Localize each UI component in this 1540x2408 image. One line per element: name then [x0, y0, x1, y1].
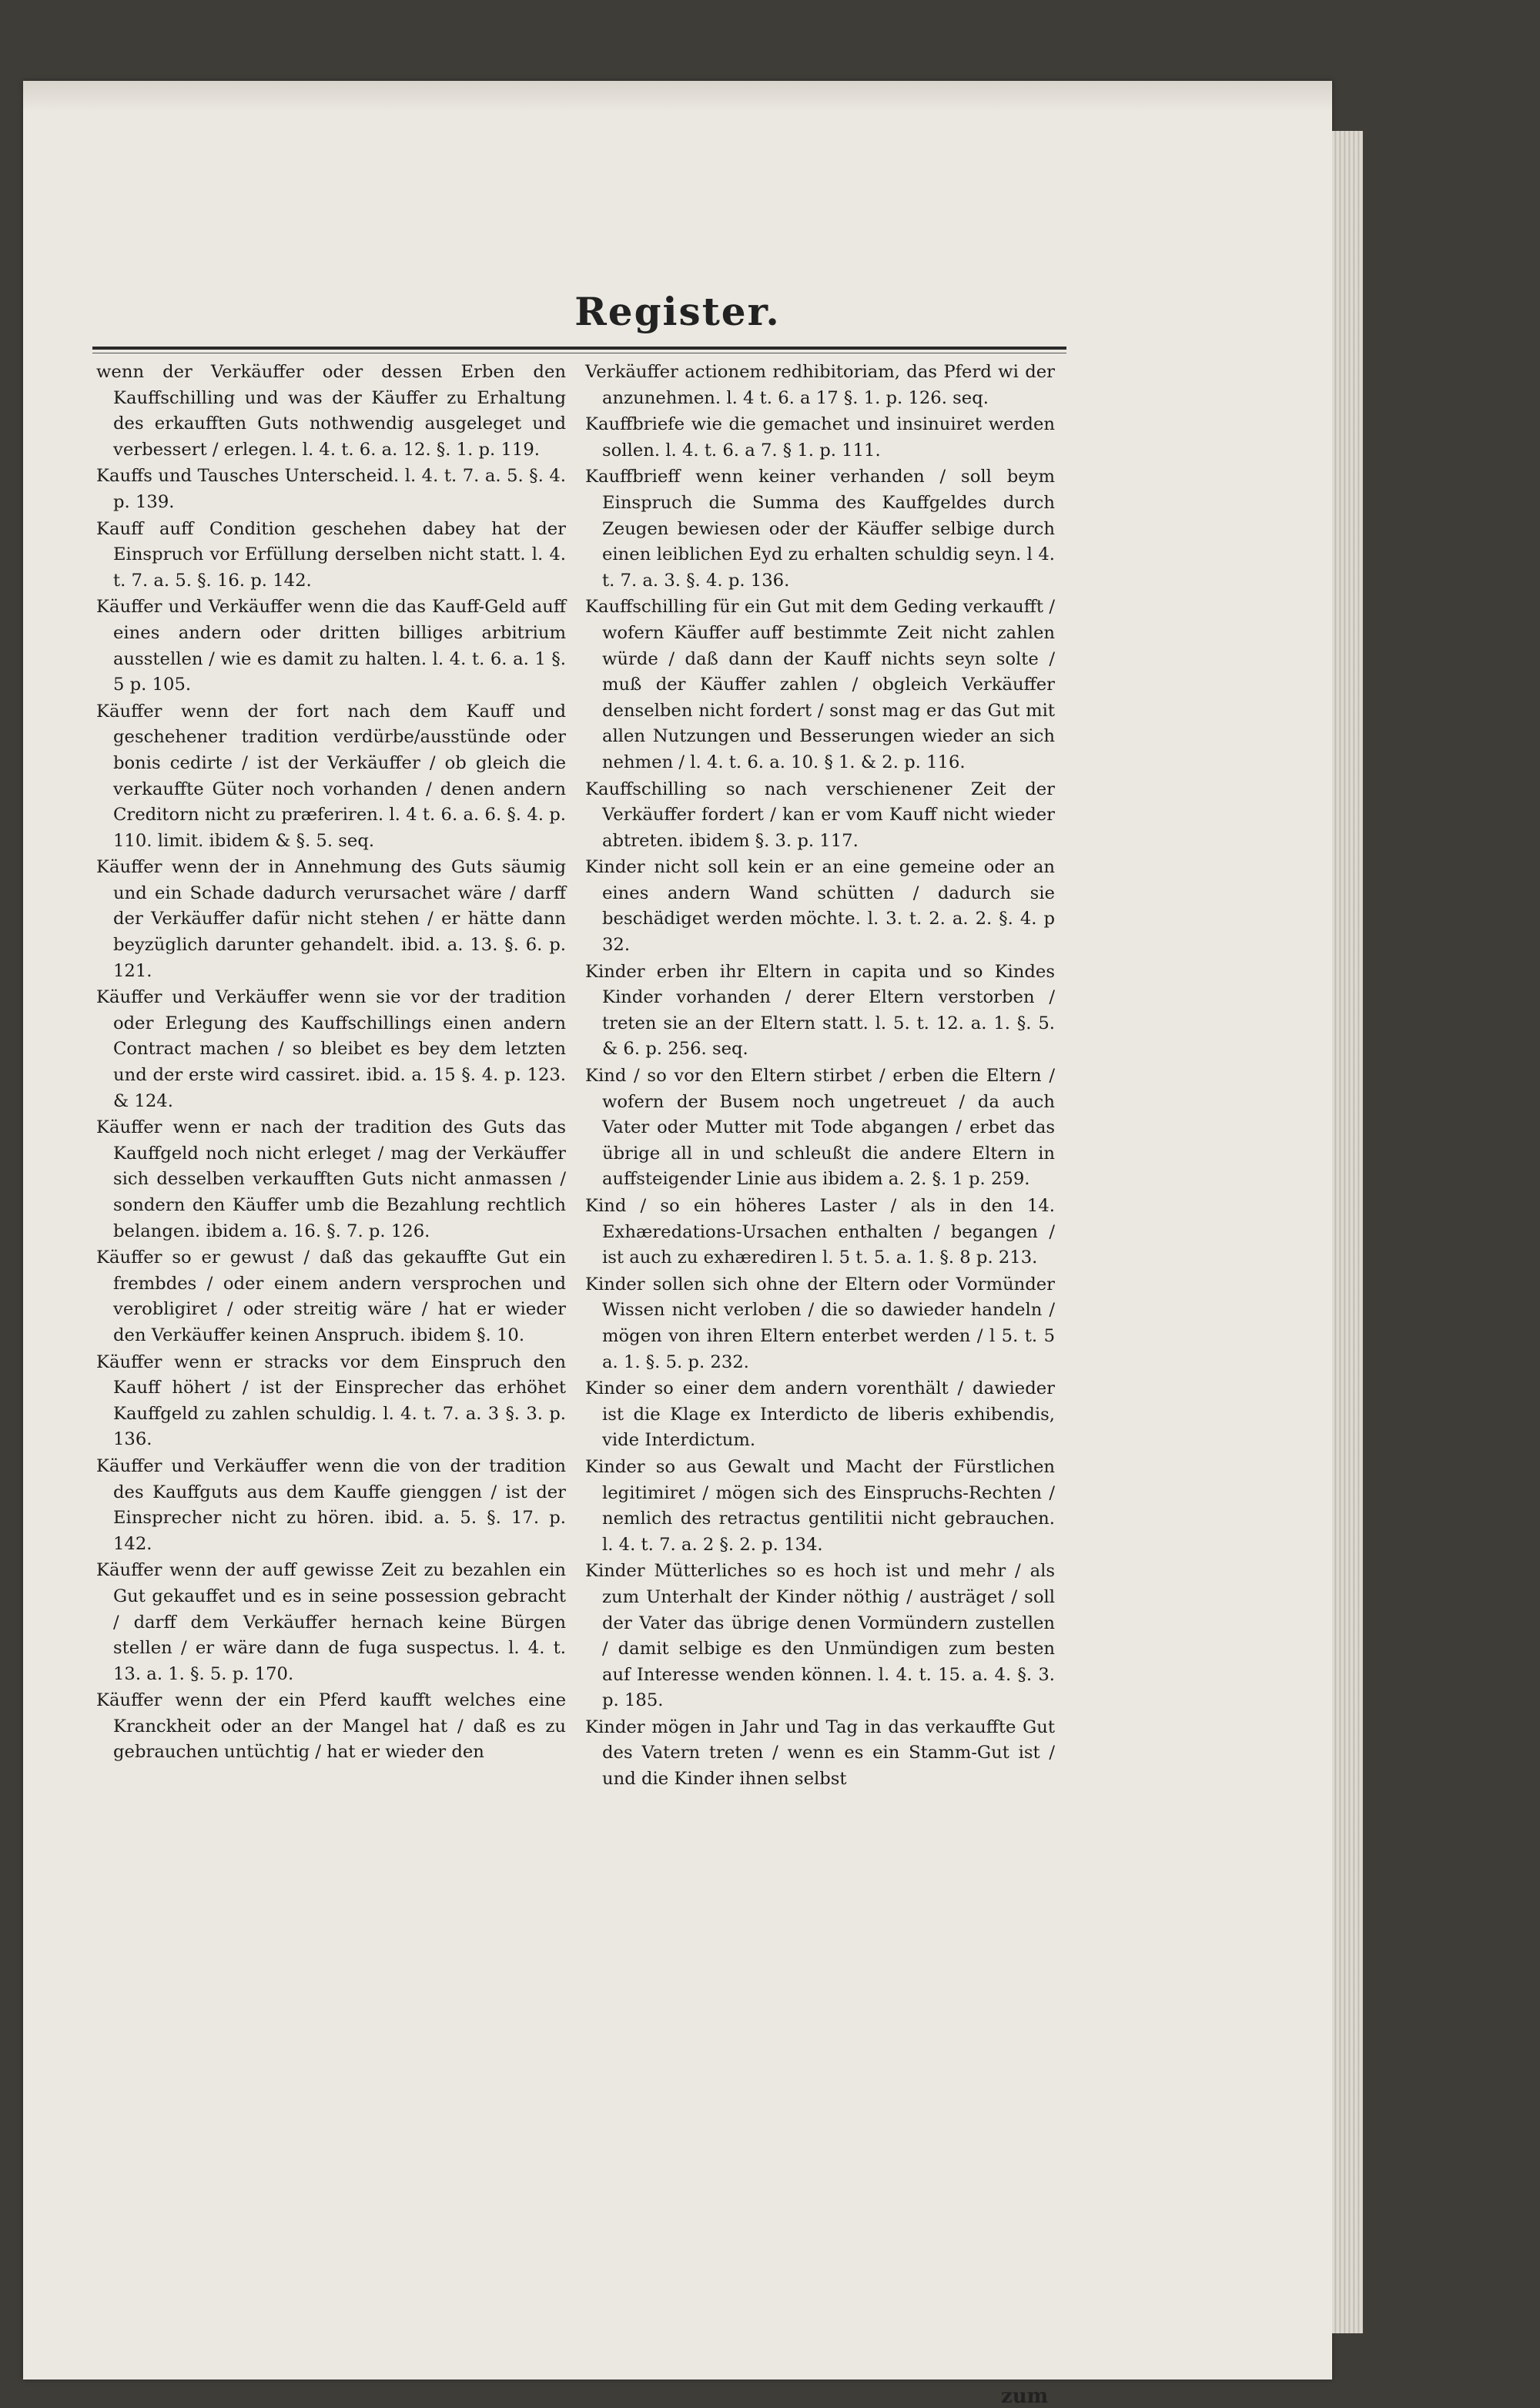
- index-entry: Kauffbrieff wenn keiner verhanden / soll beym Einspruch die Summa des Kauffgeldes durch Zeugen bewiesen oder der Käuffer selbige durch einen leiblichen Eyd zu erhalten schuldig seyn. l 4. t. 7. a. 3. §. 4. p. 136.: [585, 467, 1055, 591]
- index-entry: Kind / so ein höheres Laster / als in den 14. Exhæredations-Ursachen enthalten / begangen / ist auch zu exhærediren l. 5 t. 5. a. 1. §. 8 p. 213.: [585, 1196, 1055, 1268]
- index-entry: Verkäuffer actionem redhibitoriam, das Pferd wi der anzunehmen. l. 4 t. 6. a 17 §. 1. p. 126. seq.: [585, 362, 1055, 408]
- index-entry: Käuffer und Verkäuffer wenn die das Kauff-Geld auff eines andern oder dritten billiges arbitrium ausstellen / wie es damit zu halten. l. 4. t. 6. a. 1 §. 5 p. 105.: [96, 597, 566, 695]
- index-entry: Käuffer so er gewust / daß das gekauffte Gut ein frembdes / oder einem andern versprochen und verobligiret / oder streitig wäre / hat er wieder den Verkäuffer keinen Anspruch. ibidem §. 10.: [96, 1248, 566, 1345]
- page-top-shading: [23, 81, 1332, 112]
- index-entry: wenn der Verkäuffer oder dessen Erben den Kauffschilling und was der Käuffer zu Erhaltung des erkaufften Guts nothwendig ausgeleget und verbessert / erlegen. l. 4. t. 6. a. 12. §. 1. p. 119.: [96, 362, 566, 460]
- catchword: zum: [1001, 2385, 1049, 2408]
- page-edges: [1332, 131, 1363, 2333]
- index-entry: Kind / so vor den Eltern stirbet / erben die Eltern / wofern der Busem noch ungetreuet / da auch Vater oder Mutter mit Tode abgangen / erbet das übrige all in und schleußt die andere Eltern in auffsteigender Linie aus ibidem a. 2. §. 1 p. 259.: [585, 1066, 1055, 1190]
- index-entry: Kinder nicht soll kein er an eine gemeine oder an eines andern Wand schütten / dadurch sie beschädiget werden möchte. l. 3. t. 2. a. 2. §. 4. p 32.: [585, 857, 1055, 956]
- left-column: [96, 360, 566, 1767]
- index-entry: Kinder sollen sich ohne der Eltern oder Vormünder Wissen nicht verloben / die so dawieder handeln / mögen von ihren Eltern enterbet werden / l 5. t. 5 a. 1. §. 5. p. 232.: [585, 1274, 1055, 1372]
- index-entry: Käuffer wenn er nach der tradition des Guts das Kauffgeld noch nicht erleget / mag der Verkäuffer sich desselben verkaufften Guts nicht anmassen / sondern den Käuffer umb die Bezahlung rechtlich belangen. ibidem a. 16. §. 7. p. 126.: [96, 1117, 566, 1241]
- index-entry: Käuffer wenn der ein Pferd kaufft welches eine Kranckheit oder an der Mangel hat / daß es zu gebrauchen untüchtig / hat er wieder den: [96, 1690, 566, 1763]
- index-entry: Kinder Mütterliches so es hoch ist und mehr / als zum Unterhalt der Kinder nöthig / austräget / soll der Vater das übrige denen Vormündern zustellen / damit selbige es den Unmündigen zum besten auf Interesse wenden können. l. 4. t. 15. a. 4. §. 3. p. 185.: [585, 1561, 1055, 1711]
- book-page: [23, 81, 1332, 2408]
- header-rule: [92, 347, 1066, 350]
- index-entry: Käuffer wenn der fort nach dem Kauff und geschehener tradition verdürbe/ausstünde oder bonis cedirte / ist der Verkäuffer / ob gleich die verkauffte Güter noch vorhanden / denen andern Creditorn nicht zu præferiren. l. 4 t. 6. a. 6. §. 4. p. 110. limit. ibidem & §. 5. seq.: [96, 701, 566, 851]
- index-entry: Käuffer und Verkäuffer wenn sie vor der tradition oder Erlegung des Kauffschillings einen andern Contract machen / so bleibet es bey dem letzten und der erste wird cassiret. ibid. a. 15 §. 4. p. 123. & 124.: [96, 987, 566, 1111]
- right-column: [585, 360, 1055, 1793]
- index-entry: Käuffer wenn der auff gewisse Zeit zu bezahlen ein Gut gekauffet und es in seine possession gebracht / darff dem Verkäuffer hernach keine Bürgen stellen / er wäre dann de fuga suspectus. l. 4. t. 13. a. 1. §. 5. p. 170.: [96, 1560, 566, 1684]
- index-entry: Kauffs und Tausches Unterscheid. l. 4. t. 7. a. 5. §. 4. p. 139.: [96, 466, 566, 512]
- index-entry: Kauffschilling so nach verschienener Zeit der Verkäuffer fordert / kan er vom Kauff nicht wieder abtreten. ibidem §. 3. p. 117.: [585, 779, 1055, 851]
- index-entry: Käuffer und Verkäuffer wenn die von der tradition des Kauffguts aus dem Kauffe gienggen / ist der Einsprecher nicht zu hören. ibid. a. 5. §. 17. p. 142.: [96, 1455, 566, 1554]
- index-entry: Kinder so aus Gewalt und Macht der Fürstlichen legitimiret / mögen sich des Einspruchs-Rechten / nemlich des retractus gentilitii nicht gebrauchen. l. 4. t. 7. a. 2 §. 2. p. 134.: [585, 1456, 1055, 1555]
- index-entry: Käuffer wenn der in Annehmung des Guts säumig und ein Schade dadurch verursachet wäre / darff der Verkäuffer dafür nicht stehen / er hätte dann beyzüglich darunter gehandelt. ibid. a. 13. §. 6. p. 121.: [96, 857, 566, 981]
- index-entry: Kinder mögen in Jahr und Tag in das verkauffte Gut des Vatern treten / wenn es ein Stamm-Gut ist / und die Kinder ihnen selbst: [585, 1716, 1055, 1790]
- index-entry: Kinder so einer dem andern vorenthält / dawieder ist die Klage ex Interdicto de liberis exhibendis, vide Interdictum.: [585, 1378, 1055, 1451]
- index-entry: Käuffer wenn er stracks vor dem Einspruch den Kauff höhert / ist der Einsprecher das erhöhet Kauffgeld zu zahlen schuldig. l. 4. t. 7. a. 3 §. 3. p. 136.: [96, 1351, 566, 1450]
- index-entry: Kauffschilling für ein Gut mit dem Geding verkaufft / wofern Käuffer auff bestimmte Zeit nicht zahlen würde / daß dann der Kauff nichts seyn solte / muß der Käuffer zahlen / obgleich Verkäuffer denselben nicht fordert / sonst mag er das Gut mit allen Nutzungen und Besserungen wieder an sich nehmen / l. 4. t. 6. a. 10. § 1. & 2. p. 116.: [585, 597, 1055, 772]
- running-head: Register.: [574, 289, 781, 334]
- index-entry: Kauff auff Condition geschehen dabey hat der Einspruch vor Erfüllung derselben nicht statt. l. 4. t. 7. a. 5. §. 16. p. 142.: [96, 518, 566, 591]
- index-entry: Kauffbriefe wie die gemachet und insinuiret werden sollen. l. 4. t. 6. a 7. § 1. p. 111.: [585, 414, 1055, 461]
- index-entry: Kinder erben ihr Eltern in capita und so Kindes Kinder vorhanden / derer Eltern verstorben / treten sie an der Eltern statt. l. 5. t. 12. a. 1. §. 5. & 6. p. 256. seq.: [585, 961, 1055, 1060]
